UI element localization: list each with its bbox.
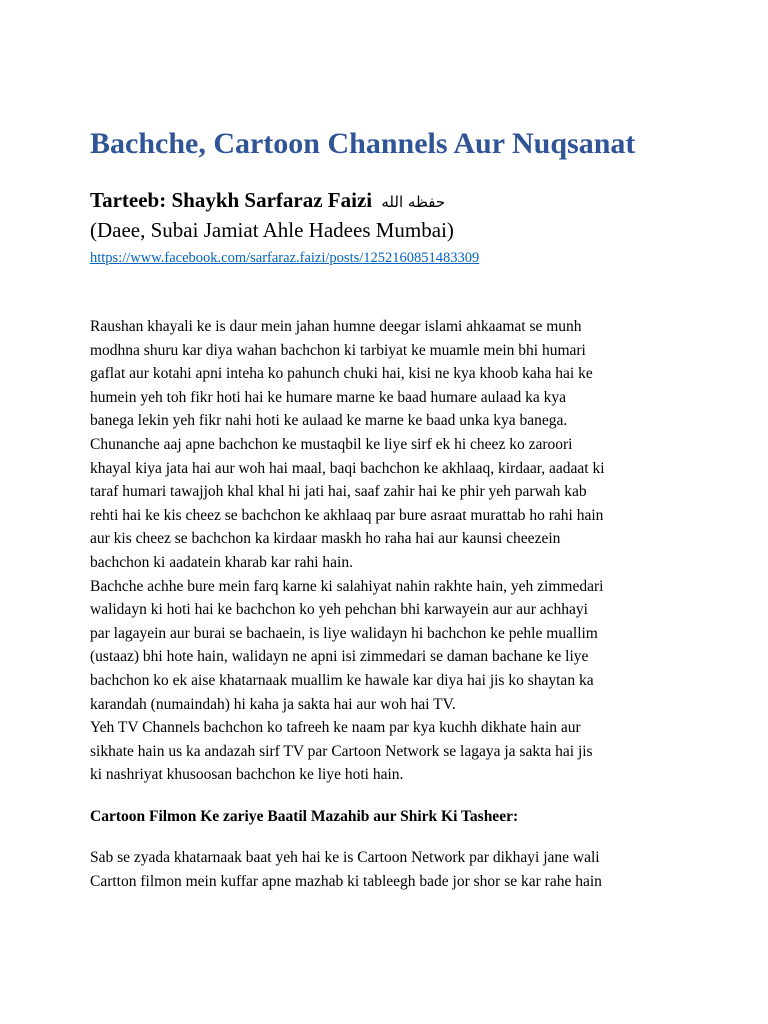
text-line: Chunanche aaj apne bachchon ke mustaqbil ke liye sirf ek hi cheez ko zaroori [90, 435, 573, 453]
text-line: walidayn ki hoti hai ke bachchon ko yeh pehchan bhi karwayein aur aur achhayi [90, 601, 588, 619]
paragraph-intro [90, 315, 690, 787]
paragraph-section [90, 846, 690, 893]
text-line: Sab se zyada khatarnaak baat yeh hai ke is Cartoon Network par dikhayi jane wali [90, 849, 600, 867]
text-line: Bachche achhe bure mein farq karne ki salahiyat nahin rakhte hain, yeh zimmedari [90, 577, 604, 595]
text-line: Yeh TV Channels bachchon ko tafreeh ke naam par kya kuchh dikhate hain aur [90, 719, 581, 737]
author-honorific: حفظه الله [381, 193, 446, 211]
text-line: bachchon ko ek aise khatarnaak muallim ke hawale kar diya hai jis ko shaytan ka [90, 671, 594, 689]
text-line: aur kis cheez se bachchon ka kirdaar maskh ho raha hai aur kaunsi cheezein [90, 530, 561, 548]
source-link[interactable]: https://www.facebook.com/sarfaraz.faizi/posts/1252160851483309 [90, 250, 480, 266]
text-line: (ustaaz) bhi hote hain, walidayn ne apni isi zimmedari se daman bachane ke liye [90, 648, 589, 666]
text-line: banega lekin yeh fikr nahi hoti ke aulaad ke marne ke baad unka kya banega. [90, 412, 568, 430]
author-affiliation: (Daee, Subai Jamiat Ahle Hadees Mumbai) [90, 218, 454, 242]
text-line: ki nashriyat khusoosan bachchon ke liye hoti hain. [90, 766, 404, 784]
text-line: bachchon ki aadatein kharab kar rahi hain. [90, 553, 353, 571]
text-line: Cartton filmon mein kuffar apne mazhab ki tableegh bade jor shor se kar rahe hain [90, 873, 602, 891]
text-line: sikhate hain us ka andazah sirf TV par Cartoon Network se lagaya ja sakta hai jis [90, 742, 593, 760]
text-line: karandah (numaindah) hi kaha ja sakta hai aur woh hai TV. [90, 695, 456, 713]
text-line: khayal kiya jata hai aur woh hai maal, baqi bachchon ke akhlaaq, kirdaar, aadaat ki [90, 459, 605, 477]
section-heading: Cartoon Filmon Ke zariye Baatil Mazahib aur Shirk Ki Tasheer: [90, 807, 519, 825]
text-line: par lagayein aur burai se bachaein, is liye walidayn hi bachchon ke pehle muallim [90, 624, 598, 642]
text-line: taraf humari tawajjoh khal khal hi jati hai, saaf zahir hai ke phir yeh parwah kab [90, 483, 587, 501]
text-line: Raushan khayali ke is daur mein jahan humne deegar islami ahkaamat se munh [90, 318, 582, 335]
author-name: Tarteeb: Shaykh Sarfaraz Faizi [90, 188, 373, 212]
text-line: humein yeh toh fikr hoti hai ke humare marne ke baad humare aulaad ka kya [90, 388, 567, 406]
document-title: Bachche, Cartoon Channels Aur Nuqsanat [90, 127, 636, 160]
text-line: modhna shuru kar diya wahan bachchon ki tarbiyat ke muamle mein bhi humari [90, 341, 586, 359]
text-line: gaflat aur kotahi apni inteha ko pahunch chuki hai, kisi ne kya khoob kaha hai ke [90, 365, 593, 383]
author-line [90, 186, 690, 216]
document-page [90, 124, 690, 894]
text-line: rehti hai ke kis cheez se bachchon ke akhlaaq par bure asraat murattab ho rahi hain [90, 506, 604, 524]
